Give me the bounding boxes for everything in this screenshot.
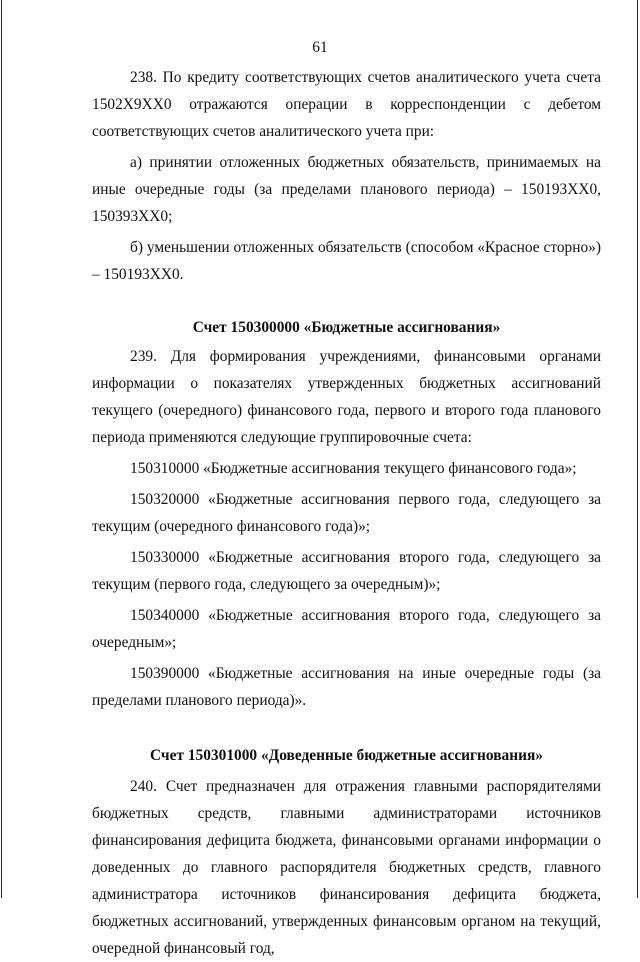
document-body: [92, 64, 601, 962]
section-heading-150301000: Счет 150301000 «Доведенные бюджетные ассигнования»: [150, 747, 543, 764]
page-number: 61: [312, 39, 328, 56]
paragraph-238-a: а) принятии отложенных бюджетных обязательств, принимаемых на иные очередные годы (за пределами планового периода) – 150193XX0, 150393XX0;: [92, 154, 601, 225]
paragraph-238-b: б) уменьшении отложенных обязательств (способом «Красное сторно») – 150193XX0.: [92, 239, 601, 283]
account-150320000: 150320000 «Бюджетные ассигнования первого года, следующего за текущим (очередного финансового года)»;: [92, 491, 601, 535]
account-150390000: 150390000 «Бюджетные ассигнования на иные очередные годы (за пределами планового периода)».: [92, 665, 601, 709]
paragraph-238: 238. По кредиту соответствующих счетов аналитического учета счета 1502X9XX0 отражаются операции в корреспонденции с дебетом соответствующих счетов аналитического учета при:: [92, 69, 601, 140]
paragraph-239: 239. Для формирования учреждениями, финансовыми органами информации о показателях утвержденных бюджетных ассигнований текущего (очередного) финансового года, первого и второго года планового периода применяются следующие группировочные счета:: [92, 348, 601, 446]
account-150330000: 150330000 «Бюджетные ассигнования второго года, следующего за текущим (первого года, следующего за очередным)»;: [92, 549, 601, 593]
account-150340000: 150340000 «Бюджетные ассигнования второго года, следующего за очередным»;: [92, 607, 601, 651]
paragraph-240: 240. Счет предназначен для отражения главными распорядителями бюджетных средств, главными администраторами источников финансирования дефицита бюджета, финансовыми органами информации о доведенных до главного распорядителя бюджетных средств, главного администратора источников финансирования дефицита бюджета, бюджетных ассигнований, утвержденных финансовым органом на текущий, очередной финансовый год,: [92, 778, 601, 957]
scan-edge-right: [637, 0, 638, 898]
scan-edge-left: [1, 0, 2, 898]
account-150310000: 150310000 «Бюджетные ассигнования текущего финансового года»;: [130, 460, 577, 477]
section-heading-150300000: Счет 150300000 «Бюджетные ассигнования»: [192, 319, 501, 336]
